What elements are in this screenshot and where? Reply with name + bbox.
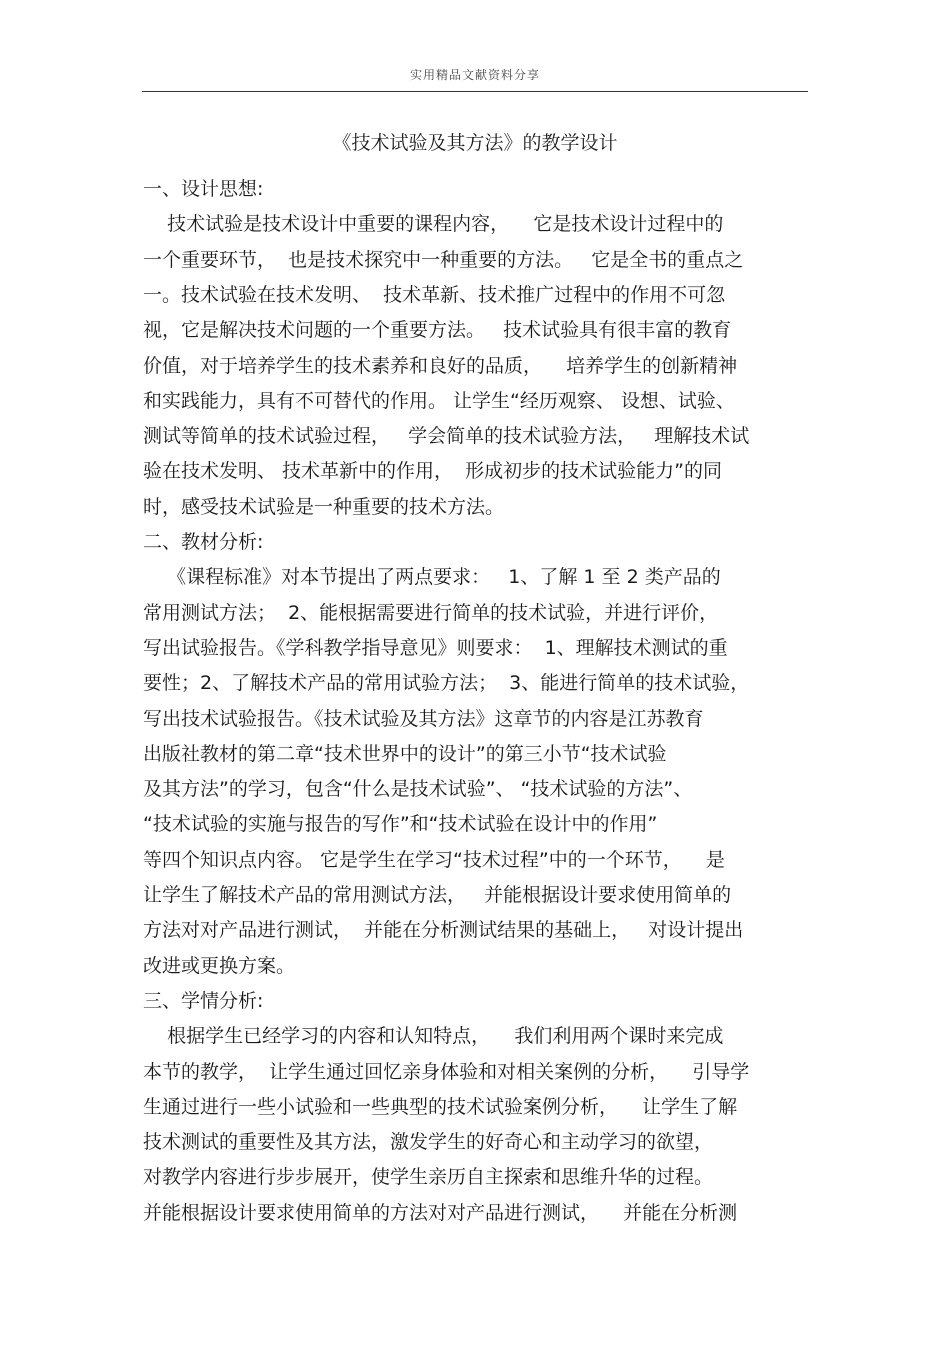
text-line: 本节的教学， 让学生通过回忆亲身体验和对相关案例的分析， 引导学 (143, 1060, 750, 1083)
text-line: 根据学生已经学习的内容和认知特点， 我们利用两个课时来完成 (143, 1025, 724, 1048)
text-line: 测试等简单的技术试验过程， 学会简单的技术试验方法， 理解技术试 (143, 425, 750, 448)
text-line: 等四个知识点内容。 它是学生在学习“技术过程”中的一个环节， 是 (143, 848, 725, 871)
text-line: 生通过进行一些小试验和一些典型的技术试验案例分析， 让学生了解 (143, 1095, 738, 1118)
text-line: 价值，对于培养学生的技术素养和良好的品质， 培养学生的创新精神 (143, 354, 738, 377)
text-line: 验在技术发明、 技术革新中的作用， 形成初步的技术试验能力”的同 (143, 460, 722, 483)
text-line: 写出技术试验报告。《技术试验及其方法》这章节的内容是江苏教育 (143, 707, 704, 730)
text-line: 要性；2、了解技术产品的常用试验方法； 3、能进行简单的技术试验， (143, 672, 750, 695)
text-line: “技术试验的实施与报告的写作”和“技术试验在设计中的作用” (143, 813, 658, 836)
text-line: 让学生了解技术产品的常用测试方法， 并能根据设计要求使用简单的 (143, 884, 732, 906)
text-line: 视，它是解决技术问题的一个重要方法。 技术试验具有很丰富的教育 (143, 319, 732, 342)
text-line: 和实践能力，具有不可替代的作用。 让学生“经历观察、 设想、试验、 (143, 389, 735, 412)
text-line: 一。技术试验在技术发明、 技术革新、技术推广过程中的作用不可忽 (143, 283, 726, 306)
text-line: 一、设计思想: (143, 178, 264, 200)
text-line: 并能根据设计要求使用简单的方法对对产品进行测试， 并能在分析测 (143, 1201, 738, 1224)
text-line: 技术测试的重要性及其方法，激发学生的好奇心和主动学习的欲望， (143, 1131, 714, 1154)
text-line: 常用测试方法； 2、能根据需要进行简单的技术试验，并进行评价， (143, 601, 719, 624)
text-line: 出版社教材的第二章“技术世界中的设计”的第三小节“技术试验 (143, 742, 667, 765)
text-line: 二、教材分析: (143, 531, 264, 553)
text-line: 一个重要环节， 也是技术探究中一种重要的方法。 它是全书的重点之 (143, 248, 744, 271)
text-line: 及其方法”的学习，包含“什么是技术试验”、 “技术试验的方法”、 (143, 778, 693, 801)
document-title: 《技术试验及其方法》的教学设计 (332, 132, 618, 154)
text-line: 写出试验报告。《学科教学指导意见》则要求： 1、理解技术测试的重 (143, 636, 728, 659)
text-line: 方法对对产品进行测试， 并能在分析测试结果的基础上， 对设计提出 (143, 919, 744, 942)
text-line: 改进或更换方案。 (143, 954, 296, 977)
text-line: 时，感受技术试验是一种重要的技术方法。 (143, 495, 505, 518)
text-line: 三、学情分析: (143, 989, 264, 1012)
text-line: 对教学内容进行步步展开，使学生亲历自主探索和思维升华的过程。 (143, 1166, 714, 1189)
text-line: 技术试验是技术设计中重要的课程内容， 它是技术设计过程中的 (143, 213, 724, 236)
header-divider (142, 91, 808, 92)
page-header: 实用精品文献资料分享 (409, 68, 540, 82)
text-line: 《课程标准》对本节提出了两点要求： 1、了解 1 至 2 类产品的 (143, 566, 721, 589)
